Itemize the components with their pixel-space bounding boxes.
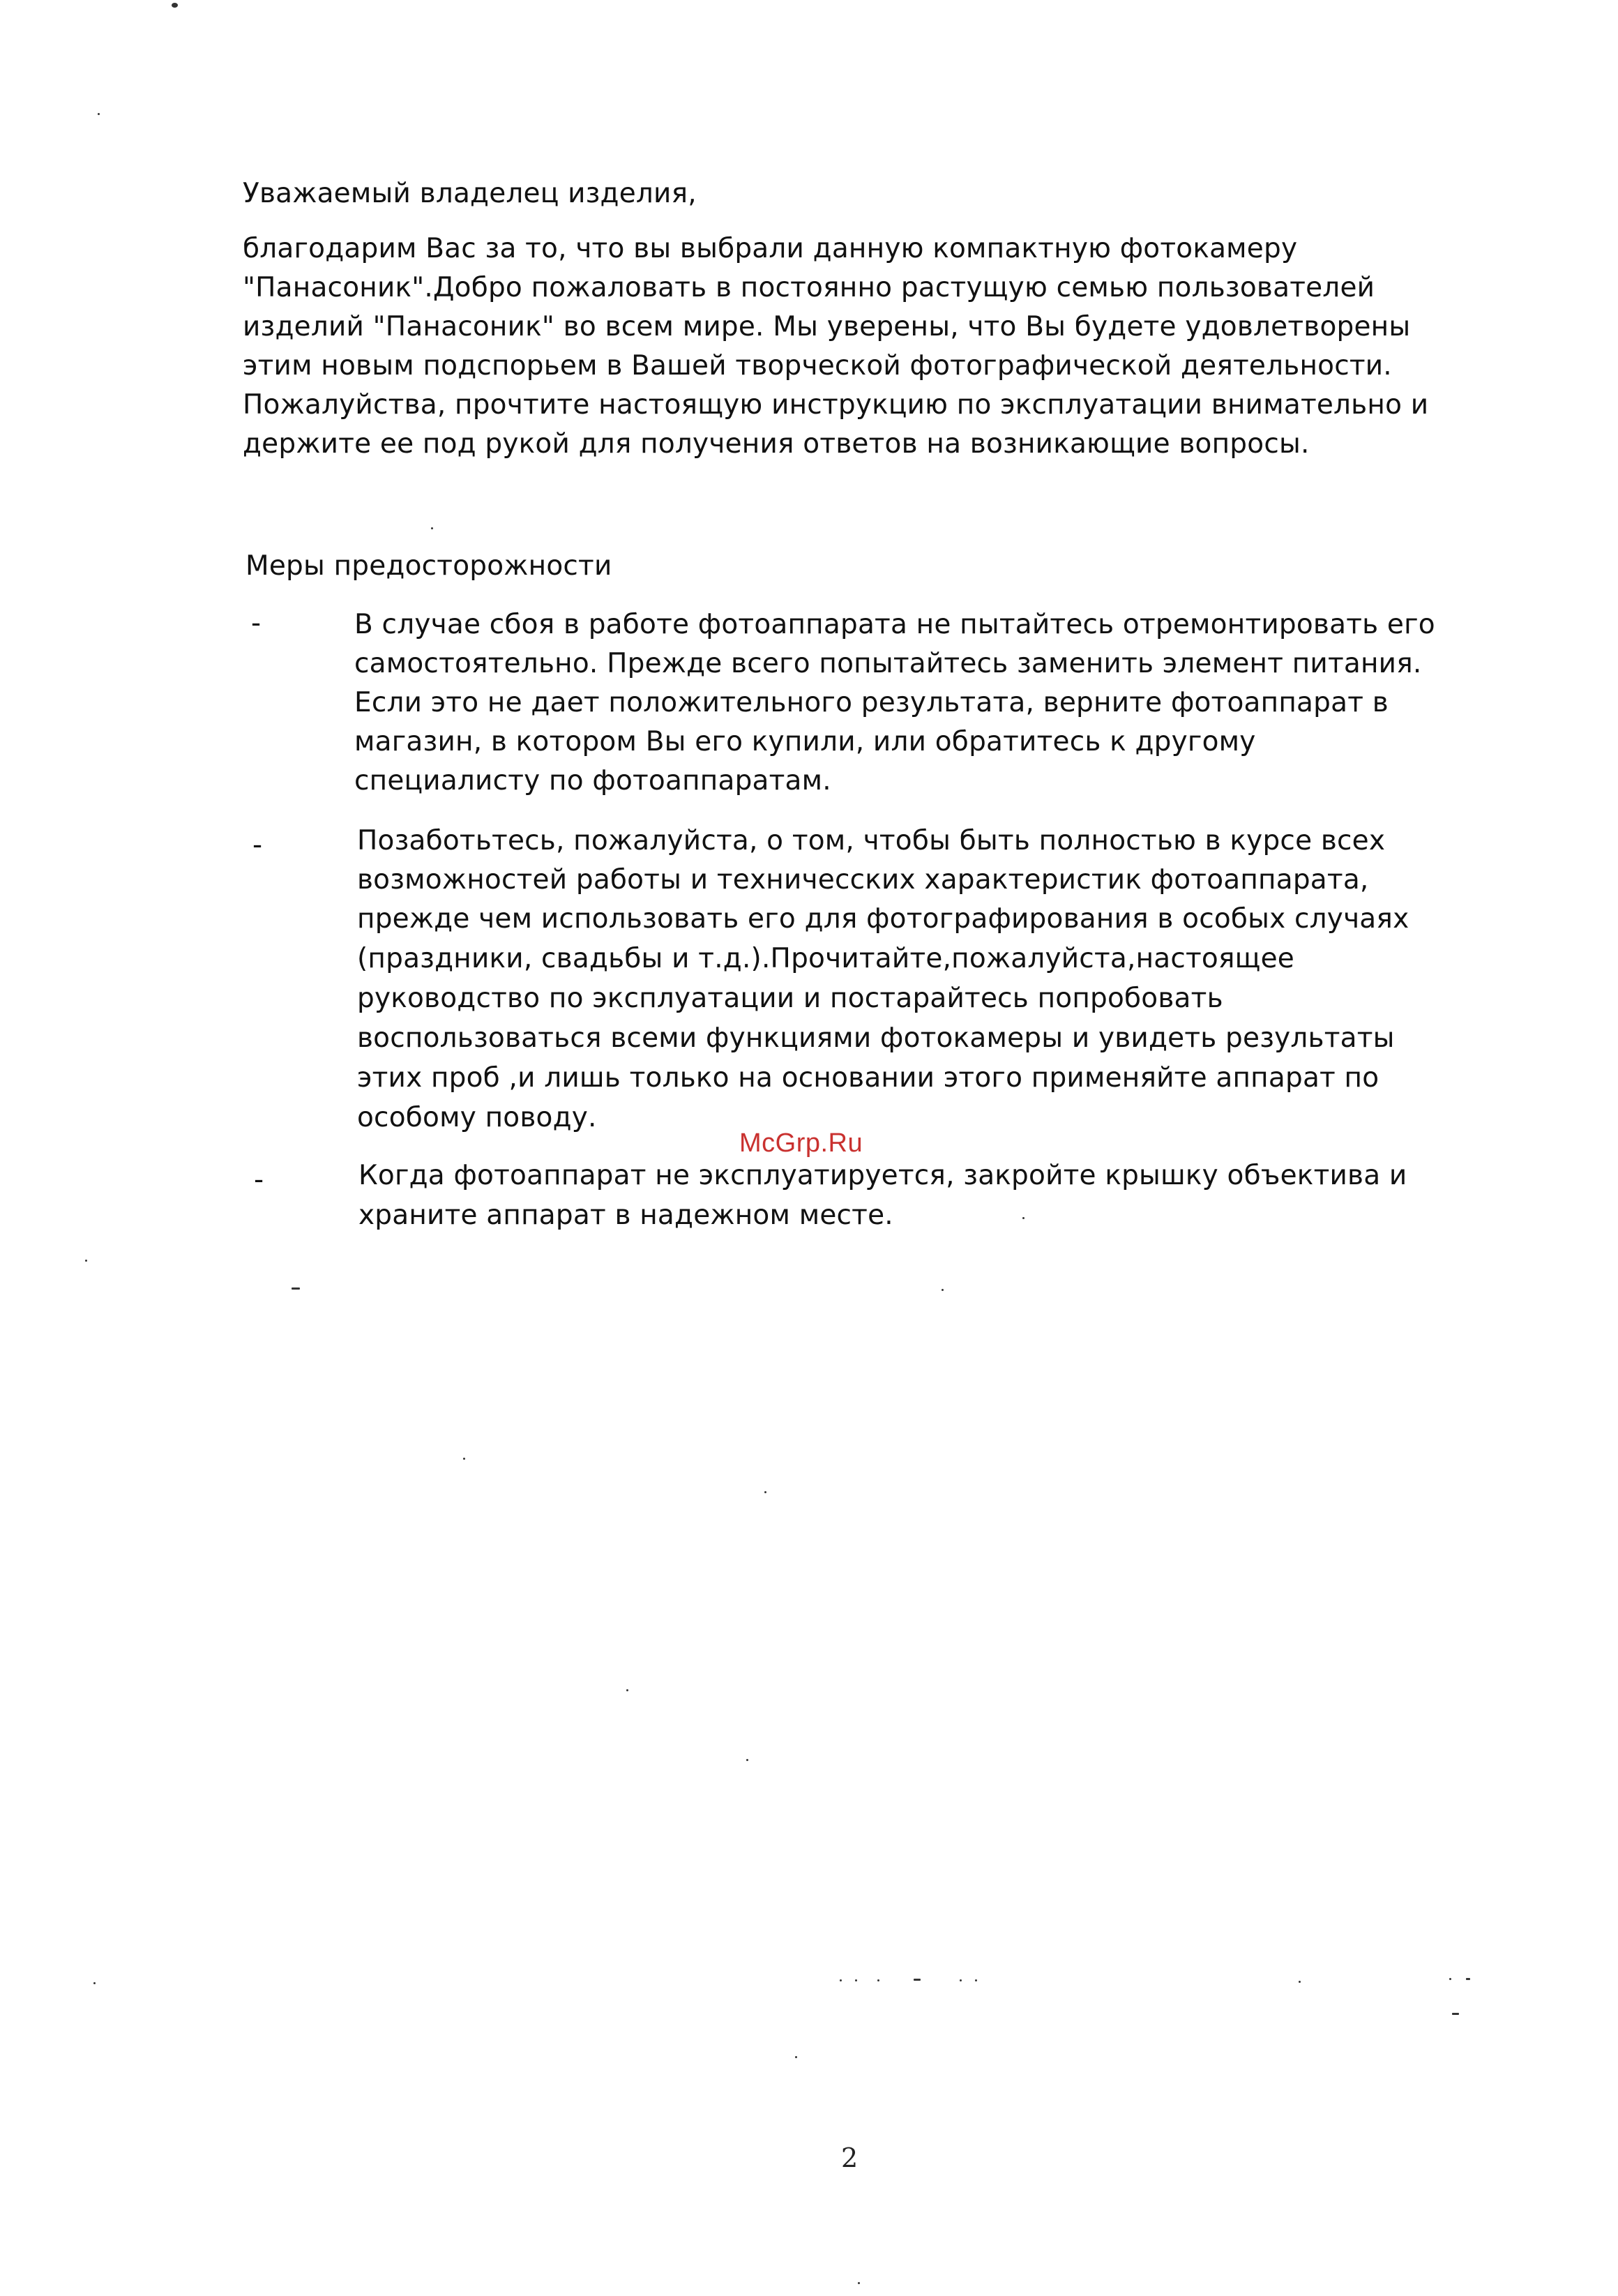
intro-line: изделий "Панасоник" во всем мире. Мы уверены, что Вы будете удовлетворены: [243, 311, 1411, 342]
scan-speck: [463, 1458, 465, 1460]
precaution-line: возможностей работы и техничесских характеристик фотоаппарата,: [357, 864, 1369, 896]
precaution-line: прежде чем использовать его для фотографирования в особых случаях: [357, 903, 1409, 935]
scan-speck: [98, 113, 100, 115]
precaution-line: магазин, в котором Вы его купили, или обратитесь к другому: [354, 726, 1256, 757]
scan-speck: [1449, 1978, 1451, 1980]
precaution-line: особому поводу.: [357, 1102, 597, 1133]
section-heading: Меры предосторожности: [245, 550, 612, 582]
scan-speck: [960, 1979, 962, 1981]
intro-line: благодарим Вас за то, что вы выбрали данную компактную фотокамеру: [243, 233, 1298, 264]
scan-speck: [85, 1260, 87, 1262]
precaution-line: Когда фотоаппарат не эксплуатируется, закройте крышку объектива и: [358, 1160, 1407, 1191]
precaution-line: храните аппарат в надежном месте.: [358, 1200, 893, 1231]
scan-speck: [764, 1491, 766, 1493]
scan-speck: [292, 1287, 300, 1290]
intro-line: "Панасоник".Добро пожаловать в постоянно растущую семью пользователей: [243, 272, 1375, 303]
intro-line: этим новым подспорьем в Вашей творческой фотографической деятельности.: [243, 350, 1392, 382]
precaution-line: воспользоваться всеми функциями фотокамеры и увидеть результаты: [357, 1022, 1395, 1054]
bullet-marker: -: [252, 829, 263, 861]
precaution-line: Если это не дает положительного результата, верните фотоаппарат в: [354, 687, 1389, 718]
precaution-line: Позаботьтесь, пожалуйста, о том, чтобы быть полностью в курсе всех: [357, 825, 1386, 856]
scan-speck: [172, 3, 178, 8]
precaution-line: специалисту по фотоаппаратам.: [354, 765, 831, 796]
scan-speck: [858, 2282, 860, 2284]
bullet-marker: -: [254, 1164, 264, 1195]
scan-speck: [840, 1979, 842, 1981]
bullet-marker: -: [251, 607, 262, 639]
scan-speck: [877, 1979, 879, 1981]
scan-speck: [1452, 2013, 1459, 2015]
scan-speck: [942, 1289, 944, 1291]
scan-speck: [914, 1979, 921, 1981]
watermark-text: McGrp.Ru: [739, 1128, 863, 1158]
scan-speck: [855, 1979, 857, 1981]
precaution-line: руководство по эксплуатации и постарайтесь попробовать: [357, 983, 1223, 1014]
precaution-line: самостоятельно. Прежде всего попытайтесь заменить элемент питания.: [354, 648, 1422, 679]
scan-speck: [431, 527, 433, 529]
scan-speck: [93, 1982, 96, 1984]
scan-speck: [975, 1979, 977, 1981]
precaution-line: (праздники, свадьбы и т.д.).Прочитайте,пожалуйста,настоящее: [357, 943, 1294, 974]
scan-speck: [1299, 1981, 1301, 1983]
page-number: 2: [841, 2143, 859, 2173]
greeting: Уважаемый владелец изделия,: [243, 178, 697, 209]
scan-speck: [1466, 1978, 1470, 1980]
scan-speck: [1022, 1217, 1025, 1219]
precaution-line: В случае сбоя в работе фотоаппарата не пытайтесь отремонтировать его: [354, 609, 1435, 640]
precaution-line: этих проб ,и лишь только на основании этого применяйте аппарат по: [357, 1062, 1379, 1094]
scan-speck: [795, 2056, 797, 2058]
intro-line: держите ее под рукой для получения ответов на возникающие вопросы.: [243, 428, 1310, 460]
scan-speck: [746, 1759, 748, 1761]
scan-speck: [626, 1689, 628, 1691]
intro-line: Пожалуйства, прочтите настоящую инструкцию по эксплуатации внимательно и: [243, 389, 1429, 421]
